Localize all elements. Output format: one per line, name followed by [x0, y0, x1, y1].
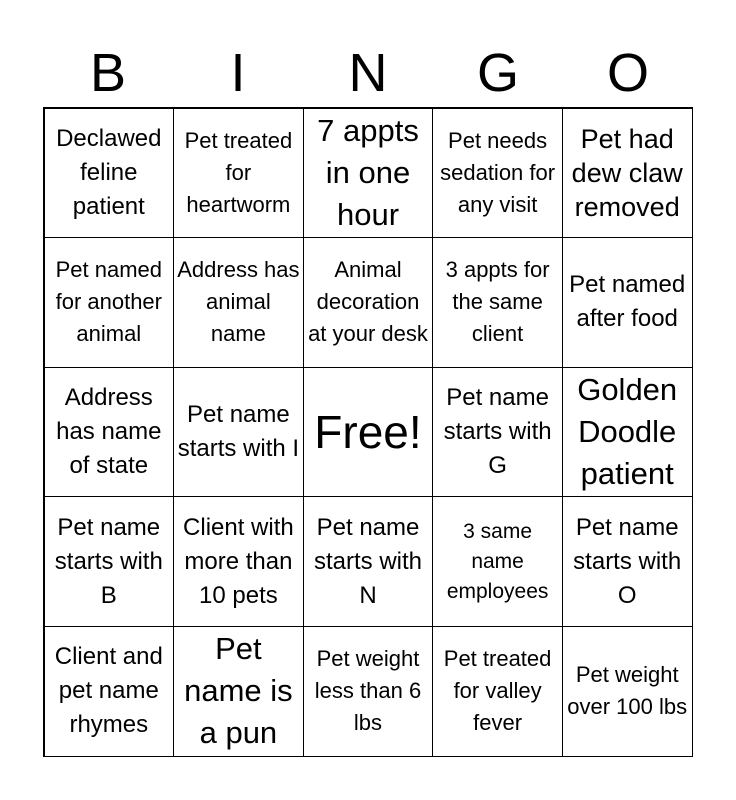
bingo-cell[interactable] [44, 108, 175, 239]
bingo-cell[interactable] [44, 237, 175, 368]
cell-text: Pet named for another animal [55, 257, 162, 347]
bingo-cell[interactable] [44, 496, 175, 627]
bingo-cell[interactable] [173, 237, 304, 368]
bingo-cell[interactable] [562, 496, 693, 627]
cell-text: Address has animal name [177, 257, 300, 347]
bingo-cell[interactable] [432, 367, 563, 498]
free-space[interactable] [303, 367, 434, 498]
cell-text: 7 appts in one hour [317, 112, 419, 232]
cell-text: Animal decoration at your desk [308, 257, 428, 347]
bingo-cell[interactable] [44, 626, 175, 757]
cell-text: Pet name starts with B [54, 513, 163, 609]
bingo-cell[interactable] [173, 626, 304, 757]
bingo-cell[interactable] [44, 367, 175, 498]
bingo-cell[interactable] [432, 108, 563, 239]
bingo-cell[interactable] [173, 496, 304, 627]
cell-text: Pet weight over 100 lbs [567, 662, 688, 720]
cell-text: Golden Doodle patient [577, 372, 678, 491]
cell-text: Address has name of state [56, 383, 162, 479]
cell-text: Pet treated for valley fever [443, 646, 552, 736]
cell-text: Pet had dew claw removed [571, 123, 683, 222]
cell-text: Client and pet name rhymes [54, 643, 163, 739]
bingo-card [43, 107, 693, 757]
header-letter-i: I [230, 43, 246, 103]
cell-text: Pet name starts with I [177, 400, 300, 462]
bingo-cell[interactable] [432, 626, 563, 757]
cell-text: Pet name starts with N [313, 513, 422, 609]
cell-text: Pet name starts with O [573, 513, 682, 609]
bingo-cell[interactable] [562, 237, 693, 368]
header-letter-o: O [606, 43, 649, 103]
bingo-cell[interactable] [303, 108, 434, 239]
bingo-cell[interactable] [303, 237, 434, 368]
cell-text: Pet name starts with G [443, 383, 552, 479]
bingo-cell[interactable] [303, 626, 434, 757]
cell-text: Declawed feline patient [56, 124, 162, 220]
cell-text: Pet needs sedation for any visit [440, 127, 556, 217]
cell-text: Pet weight less than 6 lbs [314, 646, 422, 736]
cell-text: 3 appts for the same client [445, 257, 550, 347]
bingo-cell[interactable] [173, 108, 304, 239]
bingo-cell[interactable] [562, 108, 693, 239]
bingo-cell[interactable] [562, 626, 693, 757]
bingo-header [43, 40, 693, 106]
header-letter-n: N [348, 43, 388, 103]
free-space-text: Free! [314, 405, 422, 458]
bingo-cell[interactable] [432, 237, 563, 368]
bingo-cell[interactable] [562, 367, 693, 498]
cell-text: Pet treated for heartworm [184, 127, 293, 217]
bingo-cell[interactable] [303, 496, 434, 627]
cell-text: Pet name is a pun [184, 631, 293, 751]
header-letter-g: G [476, 43, 519, 103]
cell-text: Client with more than 10 pets [183, 513, 294, 609]
header-letter-b: B [89, 43, 127, 103]
cell-text: 3 same name employees [446, 519, 549, 603]
bingo-cell[interactable] [173, 367, 304, 498]
bingo-cell[interactable] [432, 496, 563, 627]
cell-text: Pet named after food [569, 271, 686, 333]
